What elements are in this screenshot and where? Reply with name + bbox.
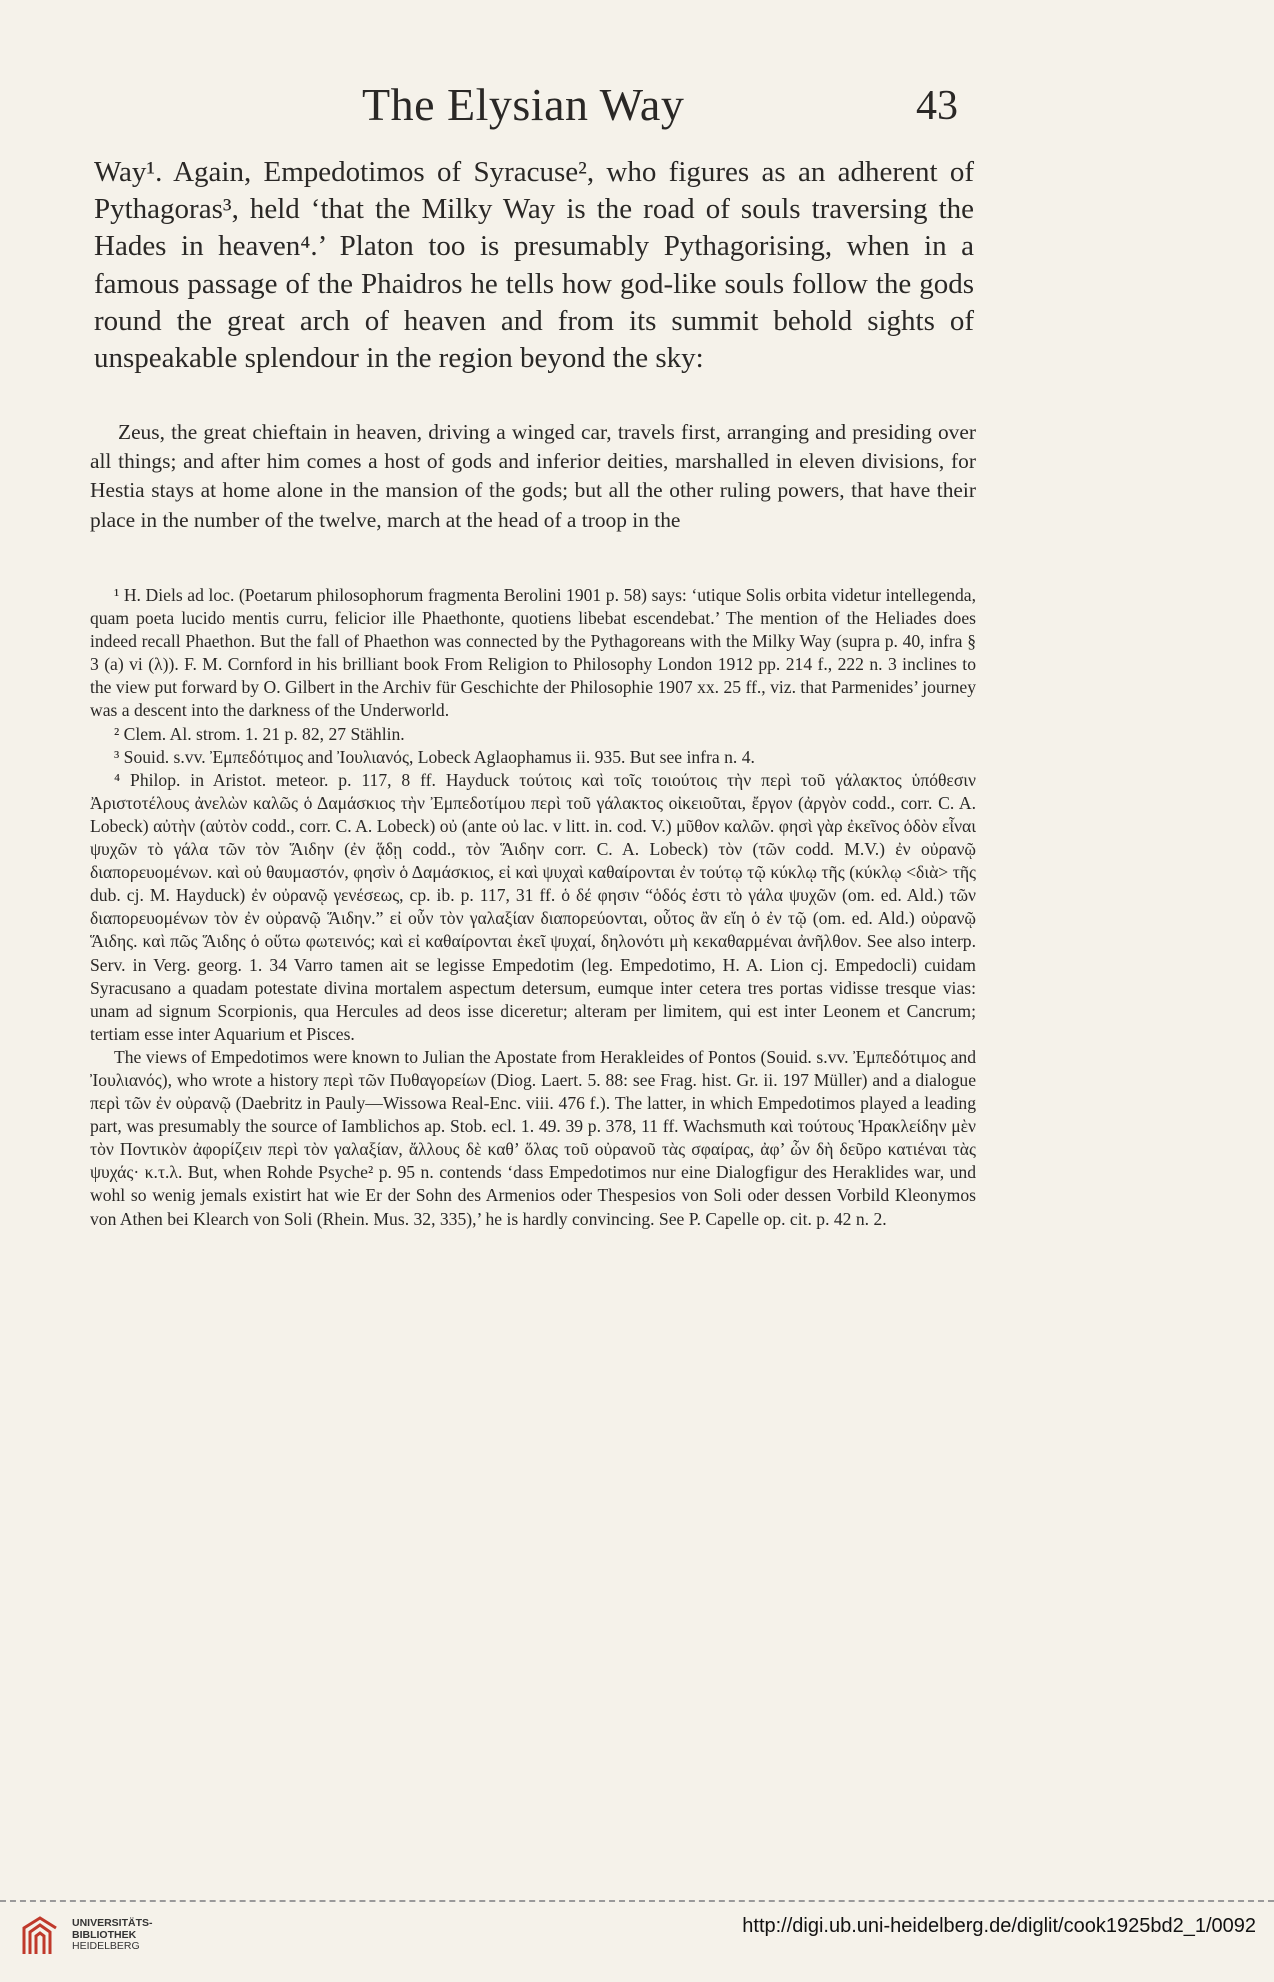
library-name-line-3: HEIDELBERG: [72, 1940, 140, 1952]
footnote-4: ⁴ Philop. in Aristot. meteor. p. 117, 8 ff. Hayduck τούτοις καὶ τοῖς τοιούτοις τὴν περὶ τοῦ γάλακτος ὑπόθεσιν Ἀριστοτέλους ἀνελὼν καλῶς ὁ Δαμάσκιος τὴν Ἐμπεδοτίμου περὶ τοῦ γάλακτος οἰκειοῦται, ἔργον (ἀργὸν codd., corr. C. A. Lobeck) αὐτὴν (αὐτὸν codd., corr. C. A. Lobeck) οὐ (ante οὐ lac. v litt. in. cod. V.) μῦθον καλῶν. φησὶ γὰρ ἐκεῖνος ὁδὸν εἶναι ψυχῶν τὸ γάλα τῶν τὸν Ἅιδην (ἐν ᾅδῃ codd., τὸν Ἅιδην corr. C. A. Lobeck) τὸν (τῶν codd. M.V.) ἐν οὐρανῷ διαπορευομένων. καὶ οὐ θαυμαστόν, φησὶν ὁ Δαμάσκιος, εἰ καὶ ψυχαὶ καθαίρονται ἐν τούτῳ τῷ κύκλῳ τῆς (κύκλῳ <διὰ> τῆς dub. cj. M. Hayduck) ἐν οὐρανῷ γενέσεως, cp. ib. p. 117, 31 ff. ὁ δέ φησιν “ὁδός ἐστι τὸ γάλα ψυχῶν (om. ed. Ald.) τῶν διαπορευομένων τὸν ἐν οὐρανῷ Ἅιδην.” εἰ οὖν τὸν γαλαξίαν διαπορεύονται, οὗτος ἂν εἴη ὁ ἐν τῷ (om. ed. Ald.) οὐρανῷ Ἅιδης. καὶ πῶς Ἅιδης ὁ οὕτω φωτεινός; καὶ εἰ καθαίρονται ἐκεῖ ψυχαί, δηλονότι μὴ κεκαθαρμέναι ἀνῆλθον. See also interp. Serv. in Verg. georg. 1. 34 Varro tamen ait se legisse Empedotim (leg. Empedotimo, H. A. Lion cj. Empedocli) cuidam Syracusano a quadam potestate divina mortalem aspectum detersum, eumque inter cetera tres portas vidisse tresque vias: unam ad signum Scorpionis, qua Hercules ad deos isse diceretur; alteram per limitem, qui est inter Leonem et Cancrum; tertiam esse inter Aquarium et Pisces.: [90, 769, 976, 1044]
footnote-3: ³ Souid. s.vv. Ἐμπεδότιμος and Ἰουλιανός, Lobeck Aglaophamus ii. 935. But see infra n. 4.: [114, 746, 755, 767]
quote-paragraph: Zeus, the great chieftain in heaven, driving a winged car, travels first, arranging and presiding over all things; and after him comes a host of gods and inferior deities, marshalled in eleven divisions, for Hestia stays at home alone in the mansion of the gods; but all the other ruling powers, that have their place in the number of the twelve, march at the head of a troop in the: [90, 420, 976, 532]
library-name: [72, 1918, 153, 1953]
page-number: 43: [916, 83, 958, 129]
footnote-1: ¹ H. Diels ad loc. (Poetarum philosophorum fragmenta Berolini 1901 p. 58) says: ‘utique Solis orbita videtur intellegenda, quam poeta lucido mentis curru, felicior ille Phaethonte, quotiens libebat escendebat.’ The mention of the Heliades does indeed recall Phaethon. But the fall of Phaethon was connected by the Pythagoreans with the Milky Way (supra p. 40, infra § 3 (a) vi (λ)). F. M. Cornford in his brilliant book From Religion to Philosophy London 1912 pp. 214 f., 222 n. 3 inclines to the view put forward by O. Gilbert in the Archiv für Geschichte der Philosophie 1907 xx. 25 ff., viz. that Parmenides’ journey was a descent into the darkness of the Underworld.: [90, 585, 976, 721]
digitization-footer: [0, 1900, 1274, 1982]
running-head: [0, 78, 1274, 128]
footer-divider: [0, 1900, 1274, 1902]
library-name-line-1: UNIVERSITÄTS-: [72, 1917, 153, 1929]
source-url[interactable]: http://digi.ub.uni-heidelberg.de/diglit/cook1925bd2_1/0092: [742, 1915, 1256, 1937]
main-text: [94, 154, 974, 377]
running-title: The Elysian Way: [362, 79, 685, 130]
quoted-passage: [90, 418, 976, 535]
main-paragraph: Way¹. Again, Empedotimos of Syracuse², who figures as an adherent of Pythagoras³, held ‘that the Milky Way is the road of souls traversing the Hades in heaven⁴.’ Platon too is presumably Pythagorising, when in a famous passage of the Phaidros he tells how god-like souls follow the gods round the great arch of heaven and from its summit behold sights of unspeakable splendour in the region beyond the sky:: [94, 156, 974, 375]
footnote-2: ² Clem. Al. strom. 1. 21 p. 82, 27 Stählin.: [114, 723, 405, 744]
footnote-4-continued: The views of Empedotimos were known to Julian the Apostate from Herakleides of Pontos (Souid. s.vv. Ἐμπεδότιμος and Ἰουλιανός), who wrote a history περὶ τῶν Πυθαγορείων (Diog. Laert. 5. 88: see Frag. hist. Gr. ii. 197 Müller) and a dialogue περὶ τῶν ἐν οὐρανῷ (Daebritz in Pauly—Wissowa Real-Enc. viii. 476 f.). The latter, in which Empedotimos played a leading part, was presumably the source of Iamblichos ap. Stob. ecl. 1. 49. 39 p. 378, 11 ff. Wachsmuth καὶ τούτους Ἡρακλείδην μὲν τὸν Ποντικὸν ἀφορίζειν περὶ τὸν γαλαξίαν, ἄλλους δὲ καθ’ ὅλας τοῦ οὐρανοῦ τὰς σφαίρας, ἀφ’ ὧν δὴ δεῦρο κατιέναι τὰς ψυχάς· κ.τ.λ. But, when Rohde Psyche² p. 95 n. contends ‘dass Empedotimos nur eine Dialogfigur des Heraklides war, und wohl so wenig jemals existirt hat wie Er der Sohn des Armenios oder Thespesios von Soli oder dessen Vorbild Kleonymos von Athen bei Klearch von Soli (Rhein. Mus. 32, 335),’ he is hardly convincing. See P. Capelle op. cit. p. 42 n. 2.: [90, 1046, 976, 1229]
library-logo-icon: [18, 1914, 62, 1958]
footnotes: [90, 584, 976, 1231]
library-name-line-2: BIBLIOTHEK: [72, 1928, 137, 1941]
